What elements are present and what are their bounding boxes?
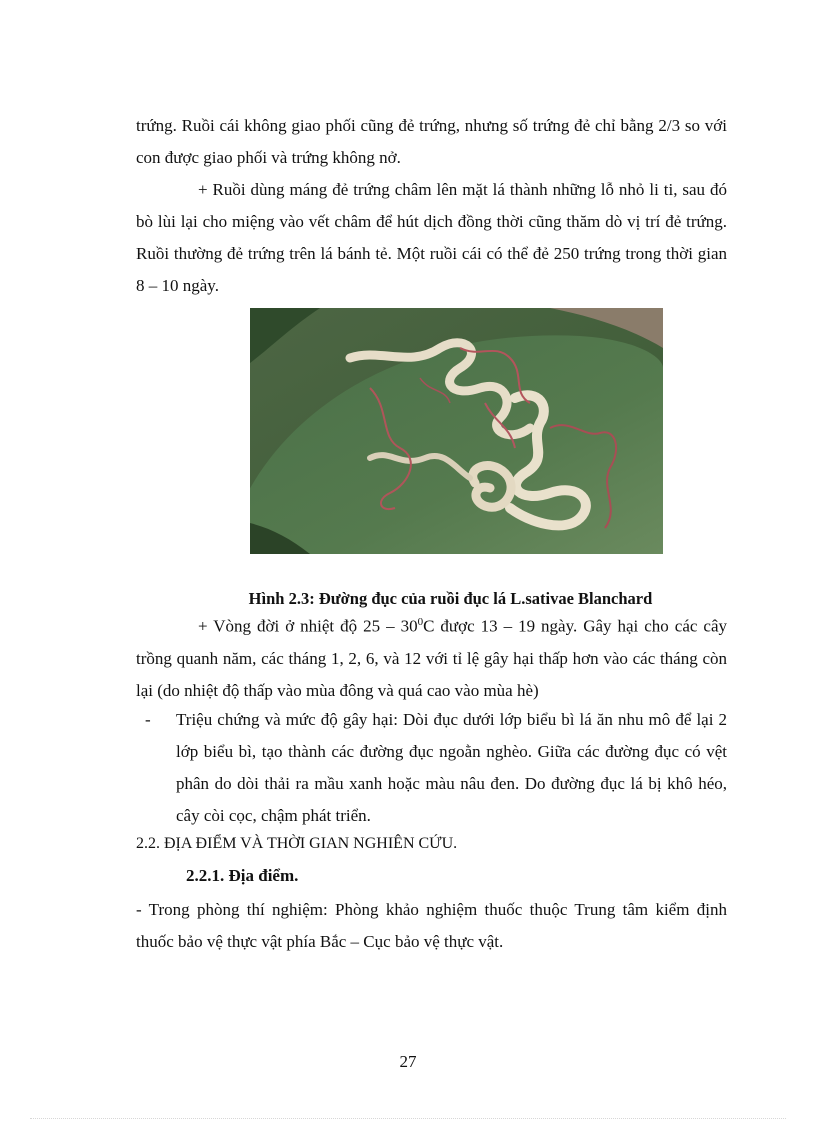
leaf-damage-illustration xyxy=(250,308,663,554)
paragraph-oviposition: + Ruồi dùng máng đẻ trứng châm lên mặt lá thành những lỗ nhỏ li ti, sau đó bò lùi lại cho miệng vào vết châm để hút dịch đồng thời cũng thăm dò vị trí đẻ trứng. Ruồi thường đẻ trứng trên lá bánh tẻ. Một ruồi cái có thể đẻ 250 trứng trong thời gian 8 – 10 ngày. xyxy=(136,180,727,295)
paragraph-location: - Trong phòng thí nghiệm: Phòng khảo nghiệm thuốc thuộc Trung tâm kiểm định thuốc bảo vệ thực vật phía Bắc – Cục bảo vệ thực vật. xyxy=(136,900,727,951)
life-cycle-text-end: C được 13 – 19 ngày. Gây hại cho các cây trồng quanh năm, các tháng 1, 2, 6, và 12 với tỉ lệ gây hại thấp hơn vào các tháng còn lại (do nhiệt độ thấp vào mùa đông và quá cao vào mùa hè) xyxy=(136,616,727,700)
leaf-miner-photo xyxy=(250,308,663,554)
paragraph-life-cycle xyxy=(136,606,727,707)
paragraph-egg-laying: trứng. Ruồi cái không giao phối cũng đẻ trứng, nhưng số trứng đẻ chỉ bằng 2/3 so với con được giao phối và trứng không nở. xyxy=(136,116,727,167)
section-heading: 2.2. ĐỊA ĐIỂM VÀ THỜI GIAN NGHIÊN CỨU. xyxy=(136,835,458,852)
page-bottom-border xyxy=(30,1118,786,1119)
degree-superscript: 0 xyxy=(417,616,424,628)
page-number: 27 xyxy=(399,1052,417,1071)
life-cycle-text-start: + Vòng đời ở nhiệt độ 25 – 30 xyxy=(198,616,418,636)
subsection-heading: 2.2.1. Địa điểm. xyxy=(186,866,299,885)
symptom-text: Triệu chứng và mức độ gây hại: Dòi đục dưới lớp biểu bì lá ăn nhu mô để lại 2 lớp biểu bì, tạo thành các đường đục ngoằn nghèo. Giữa các đường đục có vệt phân do dòi thải ra mầu xanh hoặc màu nâu đen. Do đường đục lá bị khô héo, cây còi cọc, chậm phát triển. xyxy=(176,710,727,825)
figure-caption: Hình 2.3: Đường đục của ruồi đục lá L.sativae Blanchard xyxy=(248,589,653,608)
bullet-dash: - xyxy=(145,710,151,729)
